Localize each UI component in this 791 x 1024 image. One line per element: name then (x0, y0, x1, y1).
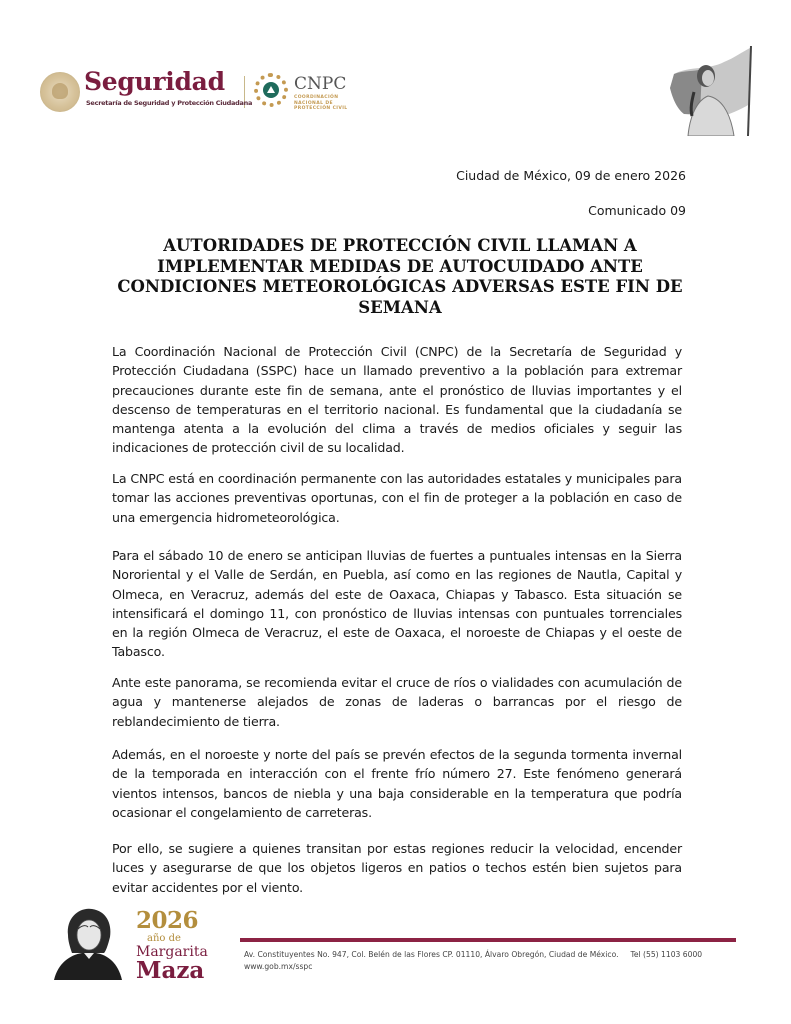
paragraph-6: Por ello, se sugiere a quienes transitan por estas regiones reducir la velocidad, encender luces y asegurarse de que los objetos ligeros en patios o techos estén bien sujetos para evitar accidentes por el viento. (112, 841, 682, 895)
flag-heroine-illustration (654, 44, 758, 136)
city-date: Ciudad de México, 09 de enero 2026 (456, 168, 686, 183)
seguridad-logo-title: Seguridad (84, 67, 225, 96)
year-label: 2026 (136, 907, 199, 934)
seguridad-logo-subtitle: Secretaría de Seguridad y Protección Ciudadana (86, 99, 253, 107)
letterhead (40, 67, 760, 114)
footer-divider-bar (240, 938, 736, 942)
paragraph-1: La Coordinación Nacional de Protección Civil (CNPC) de la Secretaría de Seguridad y Protección Ciudadana (SSPC) hace un llamado preventivo a la población para extremar precauciones durante este fin de semana, ante el pronóstico de lluvias importantes y el descenso de temperaturas en el territorio nacional. Es fundamental que la ciudadanía se mantenga atenta a la evolución del clima a través de medios oficiales y seguir las indicaciones de protección civil de su localidad. (112, 344, 682, 456)
margarita-label: Margarita (136, 944, 208, 960)
address-text: Av. Constituyentes No. 947, Col. Belén de las Flores CP. 01110, Álvaro Obregón, Ciudad de México. (244, 950, 619, 959)
paragraph-3: Para el sábado 10 de enero se anticipan lluvias de fuertes a puntuales intensas en la Sierra Nororiental y el Valle de Serdán, en Puebla, así como en las regiones de Nautla, Capital y Olmeca, en Veracruz, además del este de Oaxaca, Chiapas y Tabasco. Esta situación se intensificará el domingo 11, con pronóstico de lluvias intensas con puntuales torrenciales en la región Olmeca de Veracruz, el este de Oaxaca, el noroeste de Chiapas y el oeste de Tabasco. (112, 548, 682, 660)
maza-label: Maza (136, 957, 205, 984)
footer-url[interactable]: www.gob.mx/sspc (244, 962, 313, 971)
press-release-headline: AUTORIDADES DE PROTECCIÓN CIVIL LLAMAN A IMPLEMENTAR MEDIDAS DE AUTOCUIDADO ANTE CONDICIONES METEOROLÓGICAS ADVERSAS ESTE FIN DE SEMANA (117, 236, 683, 317)
ano-de-label: año de (147, 933, 181, 944)
portrait-illustration (52, 905, 124, 980)
margarita-maza-logo (52, 905, 242, 985)
footer-address (244, 950, 702, 959)
paragraph-2: La CNPC está en coordinación permanente con las autoridades estatales y municipales para tomar las acciones preventivas oportunas, con el fin de proteger a la población en caso de una emergencia hidrometeorológica. (112, 471, 682, 525)
paragraph-4: Ante este panorama, se recomienda evitar el cruce de ríos o vialidades con acumulación de agua y mantenerse alejados de zonas de laderas o barrancas por el riesgo de reblandecimiento de tierra. (112, 675, 682, 729)
paragraph-5: Además, en el noroeste y norte del país se prevén efectos de la segunda tormenta invernal de la temporada en interacción con el frente frío número 27. Este fenómeno generará vientos intensos, bancos de niebla y una baja considerable en la temperatura que podría ocasionar el congelamiento de carreteras. (112, 747, 682, 820)
cnpc-emblem-icon (254, 73, 288, 107)
release-number: Comunicado 09 (588, 203, 686, 218)
cnpc-logo-title: CNPC (294, 74, 347, 94)
national-seal-icon (40, 72, 80, 112)
cnpc-logo-subtitle: COORDINACIÓN NACIONAL DE PROTECCIÓN CIVIL (294, 95, 348, 111)
phone-text: Tel (55) 1103 6000 (630, 950, 703, 959)
